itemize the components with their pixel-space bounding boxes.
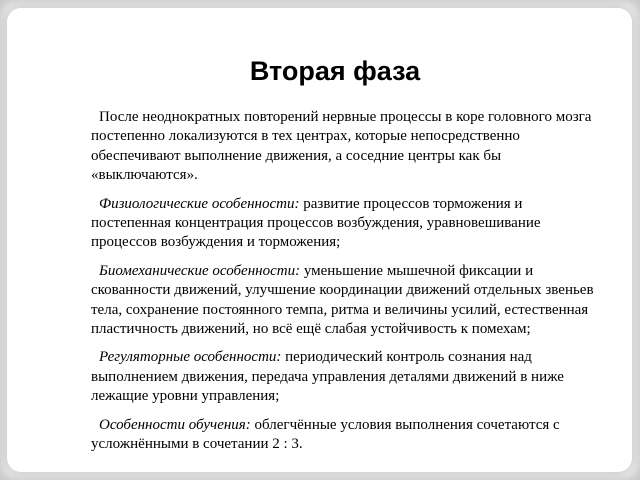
paragraph-learning-lead: Особенности обучения: [99,416,251,433]
paragraph-regulatory-lead: Регуляторные особенности: [99,349,282,366]
paragraph-regulatory [91,348,603,406]
slide-title: Вторая фаза [249,56,421,86]
paragraph-biomechanical-text: уменьшение мышечной фиксации и скованности движений, улучшение координации движений отдельных звеньев тела, сохранение постоянного темпа, ритма и величины усилий, естественная пластичность движений, но всё ещё слабая устойчивость к помехам; [91,262,594,338]
paragraph-physiological-lead: Физиологические особенности: [99,195,300,212]
paragraph-biomechanical [91,262,603,340]
paragraph-physiological-text: развитие процессов торможения и постепенная концентрация процессов возбуждения, уравновешивание процессов возбуждения и торможения; [91,195,541,251]
paragraph-physiological [91,195,603,253]
paragraph-learning-text: облегчённые условия выполнения сочетаются с усложнёнными в сочетании 2 : 3. [91,416,560,453]
paragraph-regulatory-text: периодический контроль сознания над выполнением движения, передача управления деталями движений в ниже лежащие уровни управления; [91,349,564,405]
paragraph-intro-text: После неоднократных повторений нервные процессы в коре головного мозга постепенно локализуются в тех центрах, которые непосредственно обеспечивают выполнение движения, а соседние центры как бы «выключаются». [91,109,592,184]
paragraph-intro [91,108,603,186]
paragraph-learning [91,416,603,455]
paragraph-biomechanical-lead: Биомеханические особенности: [99,262,301,279]
slide-body [91,108,603,464]
